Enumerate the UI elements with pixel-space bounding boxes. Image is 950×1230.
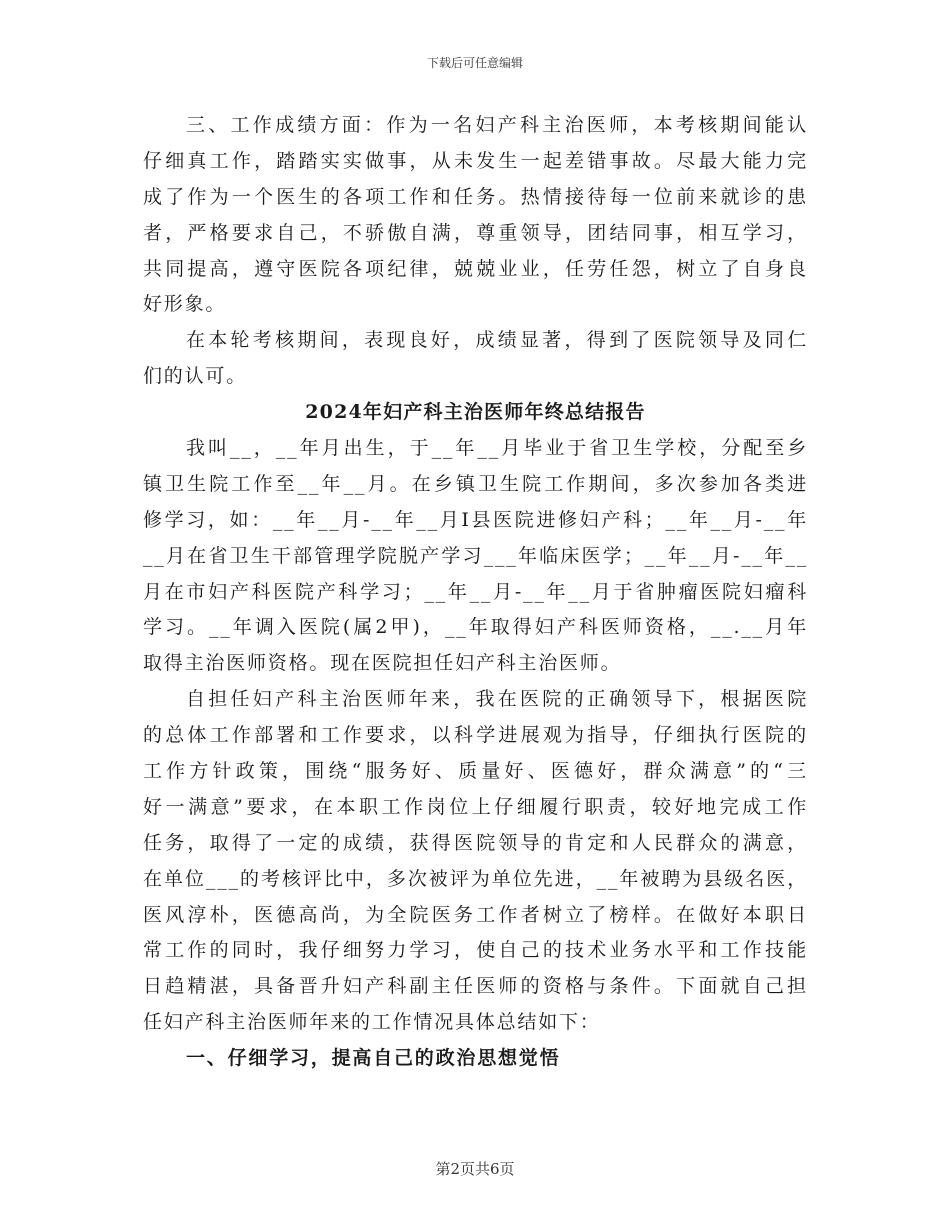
paragraph-line: 的总体工作部署和工作要求，以科学进展观为指导，仔细执行医院的 xyxy=(143,724,808,747)
paragraph-line: 好一满意”要求，在本职工作岗位上仔细履行职责，较好地完成工作 xyxy=(143,795,808,818)
paragraph-line: 医风淳朴，医德高尚，为全院医务工作者树立了榜样。在做好本职日 xyxy=(143,903,808,926)
paragraph-line: 们的认可。 xyxy=(143,365,248,388)
paragraph-line: 工作方针政策，围绕“服务好、质量好、医德好，群众满意”的“三 xyxy=(143,760,808,783)
paragraph-line: 任务，取得了一定的成绩，获得医院领导的肯定和人民群众的满意， xyxy=(143,831,808,854)
paragraph-line: 学习。__年调入医院(属2甲)，__年取得妇产科医师资格，__.__月年 xyxy=(143,616,808,639)
paragraph-line: 在本轮考核期间，表现良好，成绩显著，得到了医院领导及同仁 xyxy=(186,329,808,352)
paragraph-line: 自担任妇产科主治医师年来，我在医院的正确领导下，根据医院 xyxy=(186,688,808,711)
paragraph-line: 共同提高，遵守医院各项纪律，兢兢业业，任劳任怨，树立了自身良 xyxy=(143,257,808,280)
document-body xyxy=(143,108,808,1077)
paragraph-line: 好形象。 xyxy=(143,293,227,316)
paragraph-line: 取得主治医师资格。现在医院担任妇产科主治医师。 xyxy=(143,652,622,675)
page-number: 第2页共6页 xyxy=(435,1160,515,1178)
paragraph-line: 成了作为一个医生的各项工作和任务。热情接待每一位前来就诊的患 xyxy=(143,185,808,208)
paragraph-line: 月在市妇产科医院产科学习；__年__月-__年__月于省肿瘤医院妇瘤科 xyxy=(143,580,808,603)
paragraph-line: 者，严格要求自己，不骄傲自满，尊重领导，团结同事，相互学习， xyxy=(143,221,808,244)
paragraph-line: 日趋精湛，具备晋升妇产科副主任医师的资格与条件。下面就自己担 xyxy=(143,975,808,998)
document-title: 2024年妇产科主治医师年终总结报告 xyxy=(305,401,646,424)
paragraph-line: 在单位___的考核评比中，多次被评为单位先进，__年被聘为县级名医， xyxy=(143,867,808,890)
paragraph-line: __月在省卫生干部管理学院脱产学习___年临床医学；__年__月-__年__ xyxy=(143,544,808,567)
paragraph-line: 仔细真工作，踏踏实实做事，从未发生一起差错事故。尽最大能力完 xyxy=(143,149,808,172)
paragraph-line: 任妇产科主治医师年来的工作情况具体总结如下： xyxy=(143,1011,601,1034)
paragraph-line: 镇卫生院工作至__年__月。在乡镇卫生院工作期间，多次参加各类进 xyxy=(143,472,808,495)
page-header: 下载后可任意编辑 xyxy=(426,56,523,70)
section-heading: 一、仔细学习，提高自己的政治思想觉悟 xyxy=(186,1047,561,1070)
paragraph-line: 修学习，如：__年__月-__年__月I县医院进修妇产科；__年__月-__年 xyxy=(143,508,808,531)
paragraph-line: 三、工作成绩方面：作为一名妇产科主治医师，本考核期间能认 xyxy=(186,114,808,136)
paragraph-line: 常工作的同时，我仔细努力学习，使自己的技术业务水平和工作技能 xyxy=(143,939,808,962)
paragraph-line: 我叫__，__年月出生，于__年__月毕业于省卫生学校，分配至乡 xyxy=(186,437,808,460)
